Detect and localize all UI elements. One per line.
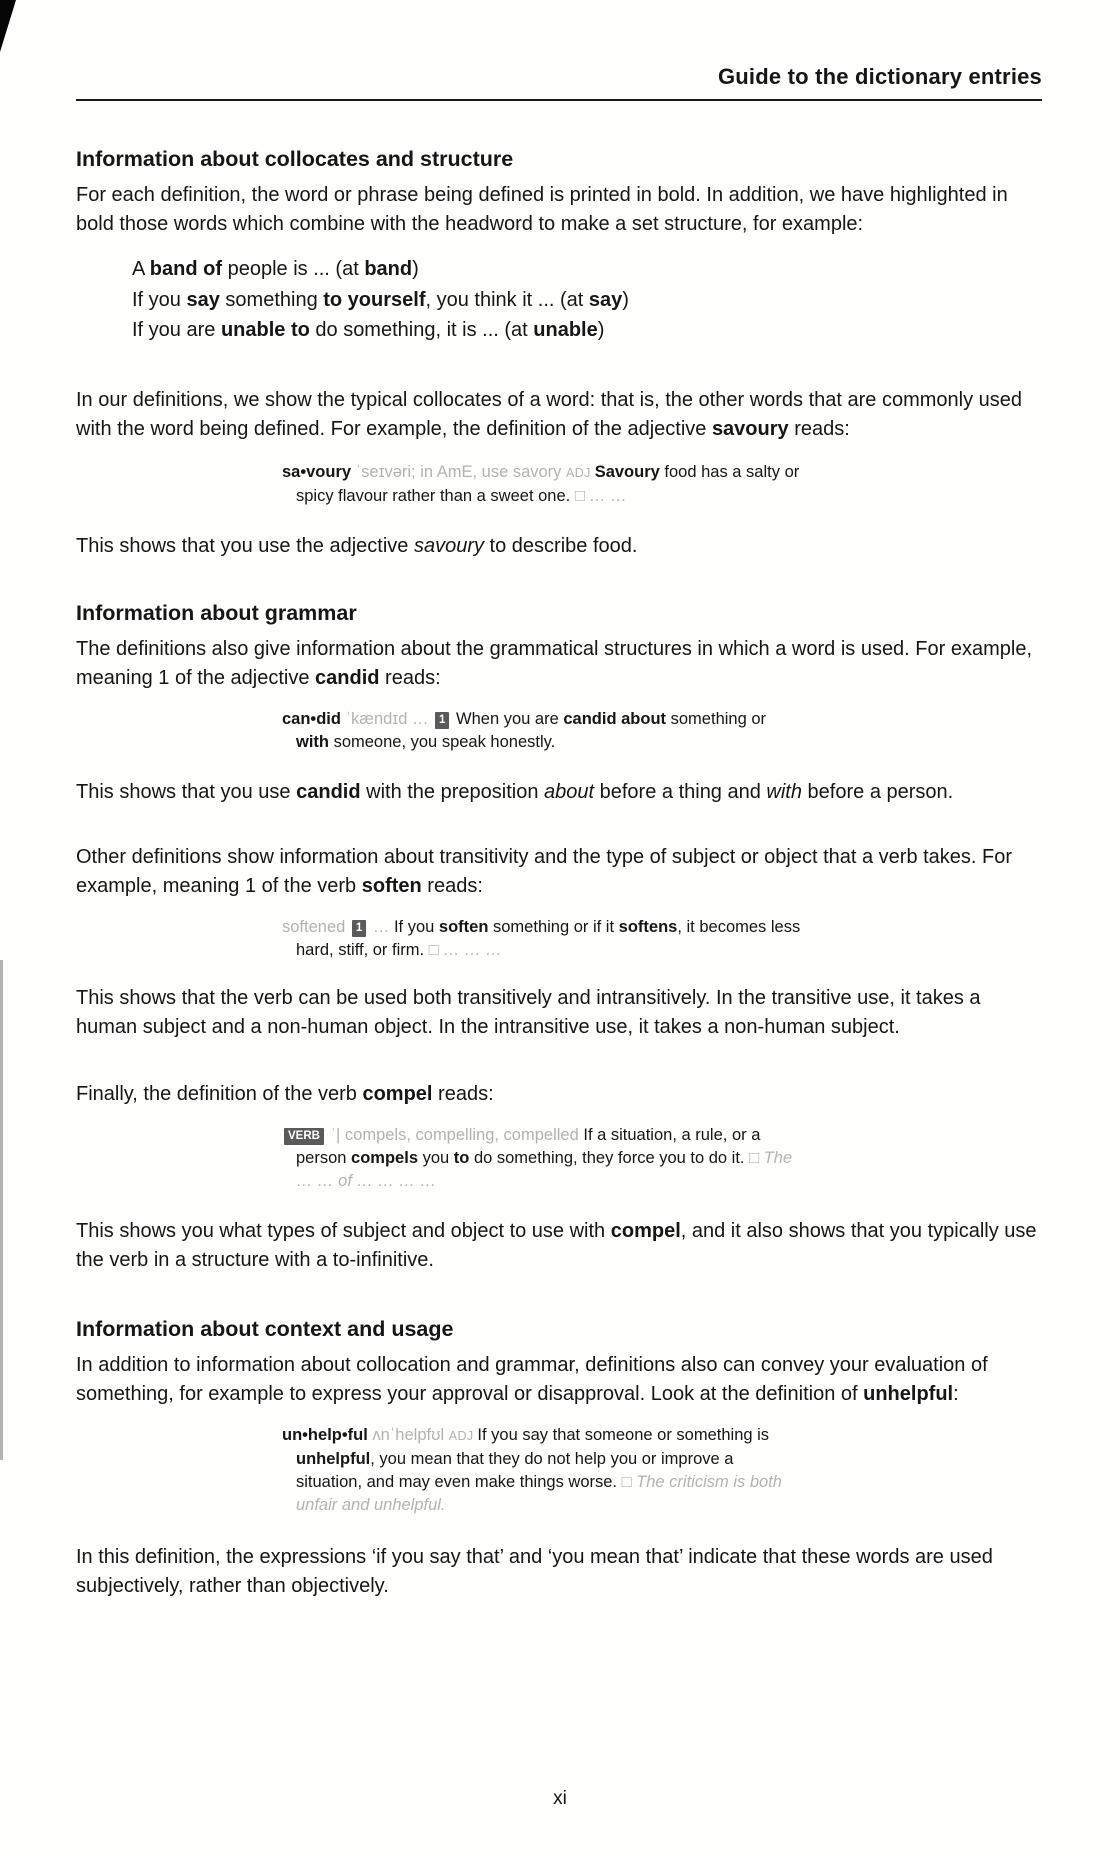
example-line-band <box>132 254 1042 285</box>
grammar-badge: 1 <box>435 712 449 729</box>
text-run: band <box>364 258 413 280</box>
text-run: compels <box>351 1148 418 1167</box>
example-line-say <box>132 285 1042 316</box>
text-run: with <box>766 780 802 803</box>
text-run: If you <box>393 917 439 936</box>
text-run: The criticism is both unfair and unhelpful. <box>296 1472 782 1514</box>
text-run: □ … … … <box>428 940 502 959</box>
text-run: to yourself <box>323 288 426 311</box>
dictionary-entry-savoury <box>282 461 801 508</box>
text-run: savoury <box>711 417 789 440</box>
text-run: If a situation, a rule, or a person <box>296 1125 761 1167</box>
text-run: reads: <box>432 1082 494 1105</box>
text-run: say <box>186 288 220 311</box>
dictionary-entry-compel <box>282 1124 801 1193</box>
text-run: with <box>296 732 329 751</box>
text-run: ˈ| <box>325 1125 345 1144</box>
example-line-unable <box>132 315 1042 346</box>
text-run: candid <box>315 666 380 689</box>
text-run: savoury <box>413 534 484 557</box>
text-run: If you <box>132 288 187 311</box>
text-run: □ … … <box>574 486 627 505</box>
paragraph-finally-compel <box>76 1080 1042 1109</box>
text-run: to <box>453 1148 470 1167</box>
text-run: A <box>132 258 150 280</box>
text-run: In addition to information about collocation and grammar, definitions also can convey your evaluation of something, for example to express your approval or disapproval. Look at the definition of <box>76 1353 988 1405</box>
text-run: reads: <box>421 874 483 897</box>
paragraph-savoury-note <box>76 532 1042 561</box>
text-run: ˈseɪvəri; in AmE, use savory <box>355 462 567 481</box>
text-run: This shows that you use the adjective <box>76 534 414 557</box>
text-run: ˈkændɪd <box>345 709 412 728</box>
text-run: For each definition, the word or phrase being defined is printed in bold. In addition, we have highlighted in bold those words which combine with the headword to make a set structure, for example: <box>76 184 1008 235</box>
text-run: Finally, the definition of the verb <box>76 1082 363 1105</box>
text-run: before a thing and <box>594 780 767 803</box>
text-run: un•help•ful <box>282 1425 373 1444</box>
paragraph-collocates-explained <box>76 386 1042 444</box>
grammar-badge: 1 <box>352 920 366 937</box>
paragraph-collocates-intro <box>76 181 1042 239</box>
text-run: This shows you what types of subject and object to use with <box>76 1219 611 1242</box>
text-run: … <box>368 917 394 936</box>
text-run: ) <box>622 288 629 311</box>
text-run: sa•voury <box>282 462 356 481</box>
text-run: ADJ <box>448 1428 478 1443</box>
text-run: In our definitions, we show the typical collocates of a word: that is, the other words that are commonly used with the word being defined. For example, the definition of the adjective <box>76 388 1023 440</box>
running-head-title: Guide to the dictionary entries <box>717 64 1042 89</box>
text-run: unhelpful <box>863 1382 954 1405</box>
text-run: before a person. <box>802 780 954 803</box>
text-run: compel <box>362 1082 433 1105</box>
text-run: unable to <box>220 319 310 341</box>
text-run: unhelpful <box>296 1449 371 1468</box>
text-run: When you are <box>451 709 564 728</box>
text-run: , and it also shows that you typically use the verb in a structure with a to-infinitive. <box>76 1219 1037 1271</box>
text-run: softens <box>618 917 678 936</box>
text-run: people is ... (at <box>222 258 365 280</box>
text-run: with the preposition <box>360 780 544 803</box>
text-run: compel <box>610 1219 681 1242</box>
text-run: band of <box>149 258 223 280</box>
text-run: about <box>621 709 667 728</box>
dictionary-entry-candid <box>282 708 801 754</box>
text-run: ) <box>597 319 605 341</box>
text-run: to describe food. <box>484 534 638 557</box>
paragraph-soften-note <box>76 984 1042 1042</box>
text-run: candid <box>563 709 617 728</box>
paragraph-context-note <box>76 1543 1042 1601</box>
text-run: about <box>544 780 595 803</box>
text-run: softened <box>282 917 350 936</box>
text-run: The definitions also give information about the grammatical structures in which a word is used. For example, meaning 1 of the adjective <box>76 637 1033 689</box>
dictionary-entry-unhelpful <box>282 1424 801 1517</box>
text-run: Savoury <box>594 462 660 481</box>
text-run: , you mean that they do not help you or improve a situation, and may even make things worse. <box>296 1449 734 1491</box>
text-run: unable <box>533 319 598 341</box>
text-run: food has a salty or spicy flavour rather than a sweet one. <box>296 462 800 505</box>
paragraph-context-intro <box>76 1351 1042 1409</box>
text-run: compels, compelling, compelled <box>344 1125 584 1144</box>
text-run: If you say that someone or something is <box>477 1425 770 1444</box>
page-header <box>76 64 1042 101</box>
text-run: This shows that the verb can be used both transitively and intransitively. In the transitive use, it takes a human subject and a non-human object. In the intransitive use, it takes a non-human subject. <box>76 986 981 1038</box>
paragraph-transitivity <box>76 843 1042 901</box>
text-run: reads: <box>379 666 441 689</box>
text-run: , you think it ... (at <box>425 288 589 311</box>
page-number: xi <box>553 1788 567 1809</box>
text-run: you <box>418 1148 454 1167</box>
text-run: someone, you speak honestly. <box>329 732 556 751</box>
text-run: something or <box>666 709 767 728</box>
text-run: do something, it is ... (at <box>309 319 534 341</box>
text-run: ADJ <box>566 465 595 480</box>
text-run: do something, they force you to do it. <box>469 1148 750 1167</box>
text-run: soften <box>361 874 422 897</box>
paragraph-candid-note <box>76 778 1042 807</box>
text-run: say <box>588 288 623 311</box>
paragraph-compel-note <box>76 1217 1042 1275</box>
paragraph-grammar-intro <box>76 635 1042 693</box>
text-run: In this definition, the expressions ‘if you say that’ and ‘you mean that’ indicate that these words are used subjectively, rather than objectively. <box>76 1545 993 1597</box>
structure-examples <box>132 254 1042 346</box>
header-rule <box>76 99 1042 101</box>
section-heading-grammar: Information about grammar <box>76 600 357 625</box>
scan-artifact-edge-line <box>0 960 3 1460</box>
text-run: something <box>219 288 324 311</box>
scan-artifact-corner <box>0 0 16 52</box>
text-run: something or if it <box>488 917 619 936</box>
text-run: … <box>411 709 434 728</box>
text-run: : <box>953 1382 959 1405</box>
text-run: □ The … … of … … … … <box>296 1148 793 1190</box>
text-run: candid <box>296 780 361 803</box>
text-run: If you are <box>132 319 221 341</box>
section-heading-context-usage: Information about context and usage <box>76 1316 454 1341</box>
text-run: ʌnˈhelpfʊl <box>372 1425 449 1444</box>
text-run: □ <box>621 1472 637 1491</box>
text-run: can•did <box>282 709 346 728</box>
text-run: soften <box>438 917 489 936</box>
dictionary-entry-soften <box>282 916 801 962</box>
text-run: This shows that you use <box>76 780 297 803</box>
text-run: reads: <box>788 417 850 440</box>
section-heading-collocates-structure: Information about collocates and structure <box>76 147 514 171</box>
text-run: ) <box>412 258 419 280</box>
text-run: Other definitions show information about transitivity and the type of subject or object that a verb takes. For example, meaning 1 of the verb <box>76 845 1013 897</box>
grammar-badge: VERB <box>284 1128 324 1145</box>
text-run: , it becomes less hard, stiff, or firm. <box>296 917 801 959</box>
